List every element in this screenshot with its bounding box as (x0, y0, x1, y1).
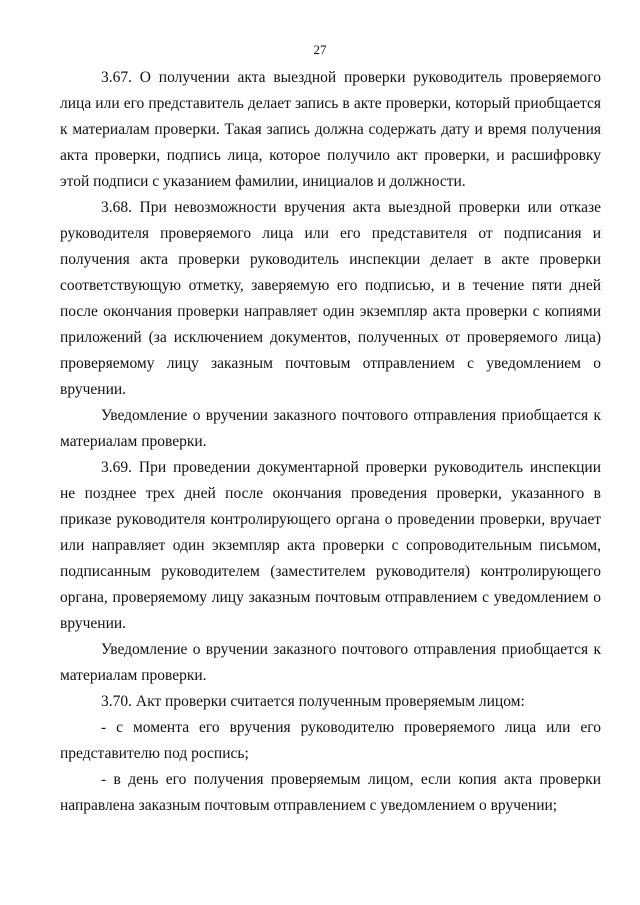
list-item-delivery-in-person: - с момента его вручения руководителю проверяемого лица или его представителю под роспись; (60, 719, 601, 762)
paragraph-3-67: 3.67. О получении акта выездной проверки руководитель проверяемого лица или его представитель делает запись в акте проверки, который приобщается к материалам проверки. Такая запись должна содержать дату и время получения акта проверки, подпись лица, которое получило акт проверки, и расшифровку этой подписи с указанием фамилии, инициалов и должности. (60, 69, 601, 190)
list-item-delivery-by-mail: - в день его получения проверяемым лицом, если копия акта проверки направлена заказным почтовым отправлением с уведомлением о вручении; (60, 771, 601, 814)
paragraph-notice-1: Уведомление о вручении заказного почтового отправления приобщается к материалам проверки. (60, 407, 601, 450)
paragraph-3-70: 3.70. Акт проверки считается полученным проверяемым лицом: (101, 693, 525, 710)
paragraph-3-68: 3.68. При невозможности вручения акта выездной проверки или отказе руководителя проверяемого лица или его представителя от подписания и получения акта проверки руководитель инспекции делает в акте проверки соответствующую отметку, заверяемую его подписью, и в течение пяти дней после окончания проверки направляет один экземпляр акта проверки с копиями приложений (за исключением документов, полученных от проверяемого лица) проверяемому лицу заказным почтовым отправлением с уведомлением о вручении. (60, 199, 601, 398)
paragraph-notice-2: Уведомление о вручении заказного почтового отправления приобщается к материалам проверки. (60, 641, 601, 684)
document-body (60, 65, 601, 819)
paragraph-3-69: 3.69. При проведении документарной проверки руководитель инспекции не позднее трех дней после окончания проведения проверки, указанного в приказе руководителя контролирующего органа о проведении проверки, вручает или направляет один экземпляр акта проверки с сопроводительным письмом, подписанным руководителем (заместителем руководителя) контролирующего органа, проверяемому лицу заказным почтовым отправлением с уведомлением о вручении. (60, 459, 601, 632)
page-number: 27 (313, 42, 327, 57)
